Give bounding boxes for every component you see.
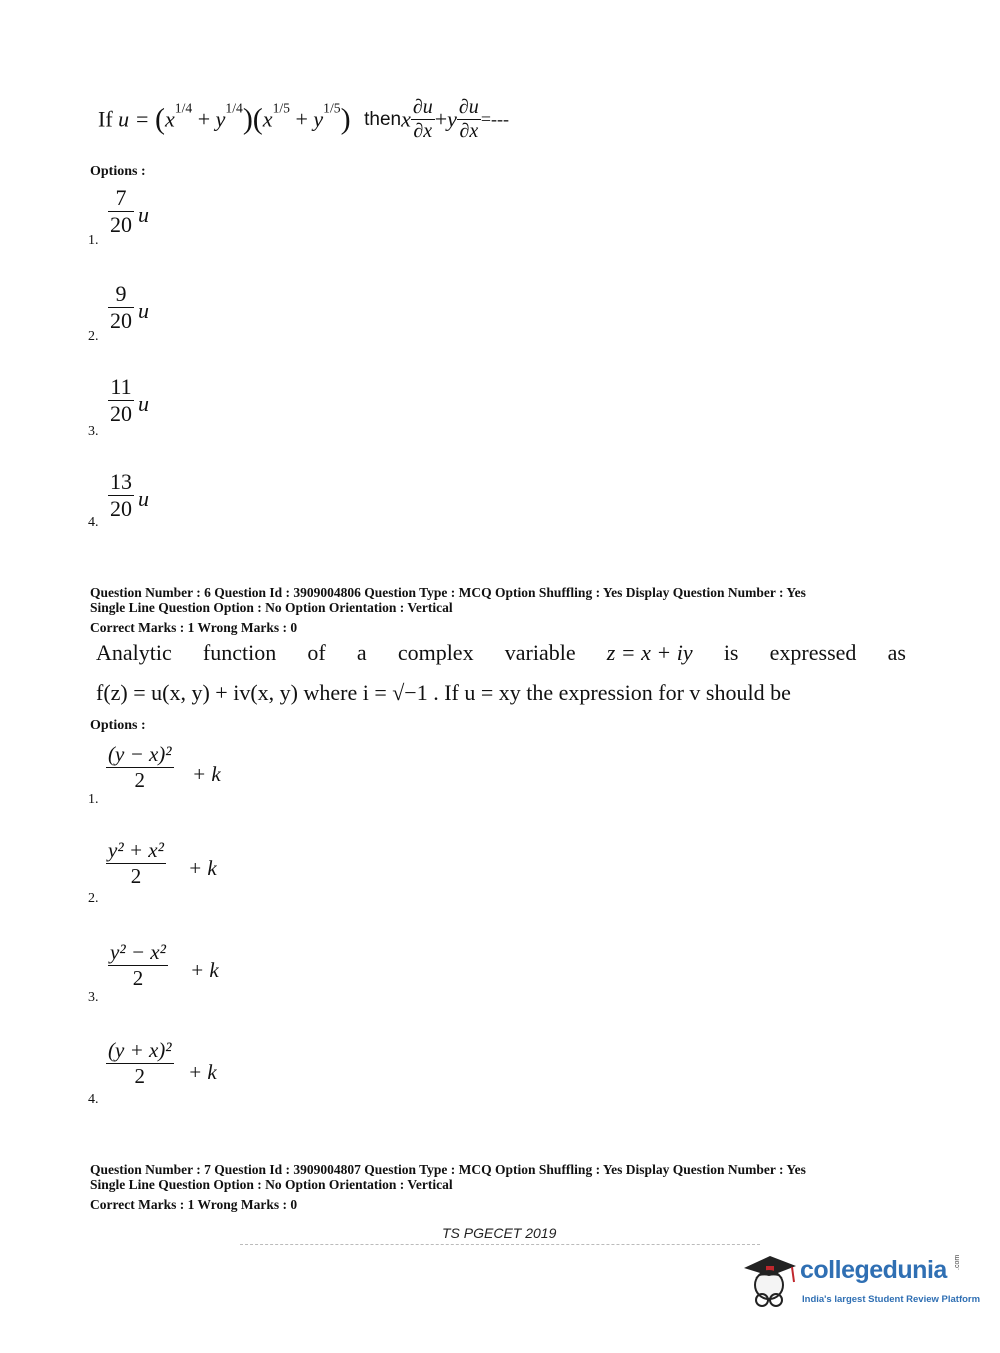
option-tail: + k [192,762,221,786]
option-variable: u [138,391,149,416]
option-4[interactable] [88,469,208,535]
brand-suffix: .com [954,1254,961,1270]
numerator: 7 [115,185,127,210]
denominator: 20 [110,496,132,521]
denominator: 20 [110,308,132,333]
numerator: ∂u [458,96,479,118]
option-variable: u [138,298,149,323]
option-1[interactable] [88,185,208,251]
option-number: 1. [88,792,99,807]
option-tail: + k [190,958,219,982]
term-y: y [313,106,324,132]
option-3[interactable] [88,940,268,1010]
lhs-u: u = [118,106,150,132]
option-number: 2. [88,329,99,344]
option-fraction [108,940,168,991]
option-tail: + k [188,1060,217,1084]
var-y: y [447,106,457,132]
question-7-meta-line-1: Question Number : 7 Question Id : 3909004807 Question Type : MCQ Option Shuffling : Yes Display Question Number : Yes [90,1162,806,1177]
exponent: 1/4 [174,100,193,116]
word: variable [504,640,576,665]
option-fraction [108,469,134,522]
footer-dotted-line [240,1244,760,1245]
question-7-meta-line-3: Correct Marks : 1 Wrong Marks : 0 [90,1197,298,1212]
options-label: Options : [90,164,146,179]
numerator: 9 [115,281,127,306]
denominator: 2 [106,863,166,889]
denominator: 20 [110,401,132,426]
numerator: y² + x² [108,838,164,862]
plus-sign: + [197,106,211,132]
word: complex [397,640,474,665]
question-6-meta-line-2: Single Line Question Option : No Option Orientation : Vertical [90,600,453,615]
question-5-expression: If $u = (x^{1/4} + y^{1/4})(x^{1/5} + y^{1/5})$ thenx $\frac{\partial u}{\partial x}$ +y $\frac{\partial u}{\partial x}$ =--- [98,96,509,142]
option-3[interactable] [88,374,208,440]
denominator: ∂x [411,119,435,143]
word: is [723,640,739,665]
var-x: x [401,106,411,132]
word: a [356,640,367,665]
term-y: y [215,106,226,132]
word: Analytic [96,640,172,665]
term-x: x [165,106,175,132]
denominator: 20 [110,212,132,237]
plus-sign: + [434,106,448,132]
option-fraction [108,374,134,427]
question-6-meta-line-1: Question Number : 6 Question Id : 3909004806 Question Type : MCQ Option Shuffling : Yes Display Question Number : Yes [90,585,806,600]
exponent: 1/4 [225,100,243,116]
word: z = x + iy [606,640,693,665]
exponent: 1/5 [272,100,290,116]
numerator: (y − x)² [108,742,172,766]
footer-exam-title: TS PGECET 2019 [442,1225,557,1241]
numerator: 13 [110,469,132,494]
options-label: Options : [90,718,146,733]
option-2[interactable] [88,838,268,908]
word: as [887,640,906,665]
option-number: 3. [88,424,99,439]
term-x: x [262,106,273,132]
question-6-text-line-1 [96,640,906,666]
option-variable: u [138,486,149,511]
option-fraction [108,185,134,238]
partial-fraction [411,96,435,143]
denominator: ∂x [457,119,481,143]
numerator: ∂u [412,96,433,118]
if-text: If [98,106,113,132]
equals-tail: =--- [480,109,509,129]
numerator: (y + x)² [108,1038,172,1062]
option-2[interactable] [88,281,208,347]
option-fraction [106,1038,174,1089]
option-4[interactable] [88,1038,268,1110]
numerator: 11 [110,374,132,399]
exponent: 1/5 [323,100,341,116]
option-number: 4. [88,1092,99,1107]
question-6-text-line-2: f(z) = u(x, y) + iv(x, y) where i = √−1 . If u = xy the expression for v should be [96,680,791,705]
denominator: 2 [106,767,174,793]
question-6-meta-line-3: Correct Marks : 1 Wrong Marks : 0 [90,620,298,635]
option-fraction [106,838,166,889]
brand-tagline: India's largest Student Review Platform [802,1294,981,1305]
denominator: 2 [106,1063,174,1089]
denominator: 2 [108,965,168,991]
question-7-meta-line-2: Single Line Question Option : No Option Orientation : Vertical [90,1177,453,1192]
numerator: y² − x² [110,940,166,964]
then-text: then [364,108,402,130]
option-fraction [106,742,174,793]
partial-fraction [457,96,481,143]
option-number: 1. [88,233,99,248]
mascot-icon [740,1250,798,1312]
option-variable: u [138,202,149,227]
word: expressed [769,640,857,665]
option-number: 2. [88,891,99,906]
brand-name: collegedunia [800,1256,947,1284]
option-number: 3. [88,990,99,1005]
option-1[interactable] [88,742,268,812]
collegedunia-logo[interactable] [740,1250,981,1318]
option-tail: + k [188,856,217,880]
plus-sign: + [295,106,308,132]
option-number: 4. [88,515,99,530]
word: of [307,640,326,665]
word: function [202,640,277,665]
option-fraction [108,281,134,334]
